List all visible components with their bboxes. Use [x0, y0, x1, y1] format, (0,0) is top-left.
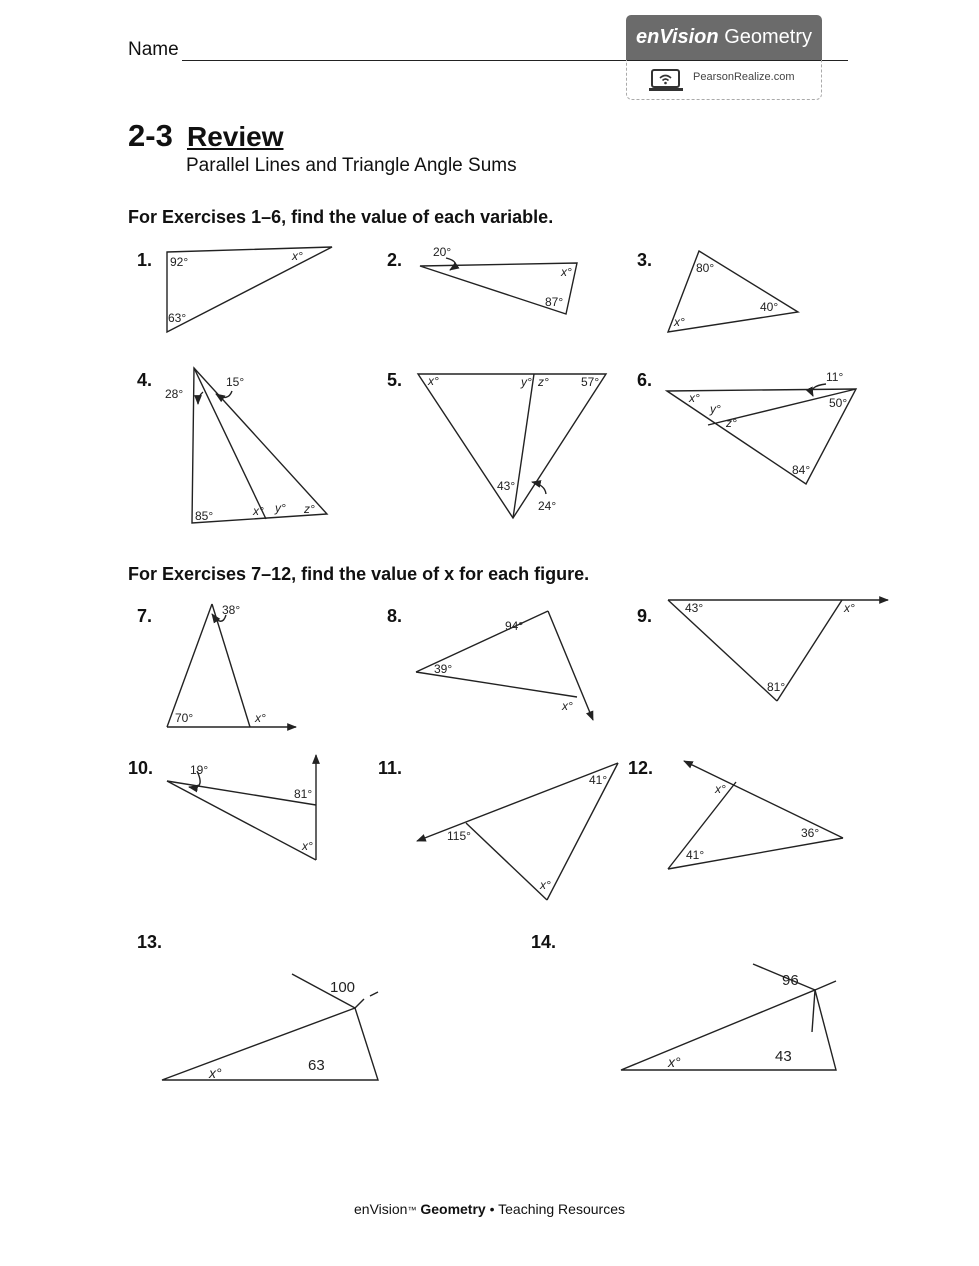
figure-14 — [621, 964, 836, 1070]
angle-label: 87° — [545, 295, 564, 309]
exercise-8-number: 8. — [387, 606, 403, 626]
exercise-9-number: 9. — [637, 606, 653, 626]
angle-label: x° — [562, 699, 573, 713]
brand-logo: enVision Geometry — [626, 15, 822, 60]
angle-label: 92° — [170, 255, 189, 269]
angle-label: 41° — [686, 848, 705, 862]
angle-label: 28° — [165, 387, 184, 401]
footer: enVision™ Geometry • Teaching Resources — [354, 1201, 625, 1217]
instructions-part1: For Exercises 1–6, find the value of each variable. — [128, 207, 554, 227]
exercise-10-number: 10. — [128, 758, 154, 778]
angle-label: 85° — [195, 509, 214, 523]
name-label: Name — [128, 39, 179, 60]
angle-label: 11° — [826, 370, 844, 384]
angle-label: 43° — [685, 601, 704, 615]
angle-label: 50° — [829, 396, 848, 410]
exercise-4-number: 4. — [137, 370, 153, 390]
exercise-11-number: 11. — [378, 758, 403, 778]
exercise-3-number: 3. — [637, 250, 653, 270]
angle-label: 100 — [330, 979, 356, 996]
angle-label: x° — [540, 878, 551, 892]
instructions-part2: For Exercises 7–12, find the value of x for each figure. — [128, 564, 590, 584]
figure-1 — [167, 247, 332, 332]
angle-label: x° — [844, 601, 855, 615]
angle-label: 57° — [581, 375, 600, 389]
angle-label: y° — [521, 375, 532, 389]
angle-label: 115° — [447, 829, 471, 843]
angle-label: 63° — [168, 311, 187, 325]
exercise-6-number: 6. — [637, 370, 653, 390]
figure-4 — [192, 368, 327, 523]
figure-7 — [167, 604, 296, 727]
exercise-14-number: 14. — [531, 932, 557, 952]
angle-label: x° — [292, 249, 303, 263]
exercise-5-number: 5. — [387, 370, 403, 390]
angle-label: x° — [209, 1065, 222, 1081]
angle-label: 15° — [226, 375, 245, 389]
angle-label: 39° — [434, 662, 453, 676]
angle-label: 19° — [190, 763, 209, 777]
angle-label: 38° — [222, 603, 241, 617]
angle-label: x° — [689, 391, 700, 405]
brand-url: PearsonRealize.com — [693, 71, 795, 83]
lesson-title: Review — [187, 121, 284, 152]
angle-label: 96 — [782, 972, 799, 989]
angle-label: x° — [253, 504, 264, 518]
figure-5 — [418, 374, 606, 518]
angle-label: 81° — [767, 680, 786, 694]
angle-label: z° — [538, 375, 549, 389]
angle-label: x° — [668, 1054, 681, 1070]
angle-label: z° — [304, 502, 315, 516]
exercise-12-number: 12. — [628, 758, 654, 778]
angle-label: x° — [428, 374, 439, 388]
angle-label: 43° — [497, 479, 516, 493]
exercise-1-number: 1. — [137, 250, 153, 270]
angle-label: x° — [674, 315, 685, 329]
angle-label: y° — [275, 501, 286, 515]
angle-label: x° — [255, 711, 266, 725]
exercise-2-number: 2. — [387, 250, 403, 270]
angle-label: 70° — [175, 711, 194, 725]
lesson-number: 2-3 — [128, 118, 173, 153]
lesson-subtitle: Parallel Lines and Triangle Angle Sums — [186, 155, 517, 176]
figure-3 — [668, 251, 798, 332]
angle-label: z° — [726, 416, 737, 430]
angle-label: 94° — [505, 619, 524, 633]
angle-label: 43 — [775, 1048, 792, 1065]
angle-label: y° — [710, 402, 721, 416]
exercise-7-number: 7. — [137, 606, 153, 626]
angle-label: 81° — [294, 787, 313, 801]
angle-label: 20° — [433, 245, 452, 259]
angle-label: x° — [561, 265, 572, 279]
angle-label: 36° — [801, 826, 820, 840]
angle-label: 41° — [589, 773, 608, 787]
angle-label: 63 — [308, 1057, 325, 1074]
angle-label: 80° — [696, 261, 715, 275]
angle-label: x° — [715, 782, 726, 796]
exercise-13-number: 13. — [137, 932, 163, 952]
angle-label: 24° — [538, 499, 557, 513]
angle-label: 84° — [792, 463, 811, 477]
angle-label: 40° — [760, 300, 779, 314]
angle-label: x° — [302, 839, 313, 853]
